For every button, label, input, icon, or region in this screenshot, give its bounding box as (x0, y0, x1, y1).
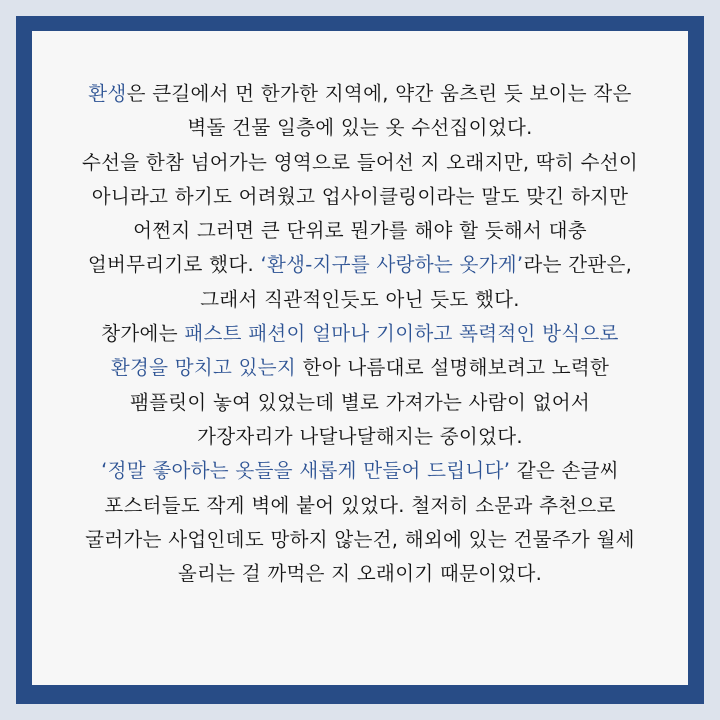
text-span: 같은 손글씨 (510, 459, 619, 483)
text-line-3: 수선을 한참 넘어가는 영역으로 들어선 지 오래지만, 딱히 수선이 (81, 150, 639, 174)
text-line-11: 가장자리가 나달나달해지는 중이었다. (197, 424, 523, 448)
text-line-7: 그래서 직관적인듯도 아닌 듯도 했다. (200, 287, 520, 311)
text-line-1 (32, 77, 688, 111)
text-line-12 (32, 454, 688, 488)
text-span: 한아 나름대로 설명해보려고 노력한 (296, 356, 610, 380)
highlight-store-sign: ‘환생-지구를 사랑하는 옷가게’ (260, 253, 524, 277)
text-line-8 (32, 317, 688, 351)
page-frame (16, 16, 704, 704)
text-line-9 (32, 351, 688, 385)
highlight-store-name: 환생 (88, 82, 127, 105)
highlight-environment: 환경을 망치고 있는지 (110, 356, 297, 380)
text-span: 얼버무리기로 했다. (87, 253, 261, 277)
text-span: 창가에는 (101, 322, 185, 346)
highlight-handwritten-quote: ‘정말 좋아하는 옷들을 새롭게 만들어 드립니다’ (101, 459, 511, 483)
text-line-13: 포스터들도 작게 벽에 붙어 있었다. 철저히 소문과 추천으로 (104, 493, 616, 517)
text-line-2: 벽돌 건물 일층에 있는 옷 수선집이었다. (187, 116, 533, 140)
text-line-4: 아니라고 하기도 어려웠고 업사이클링이라는 말도 맞긴 하지만 (91, 184, 629, 208)
text-span: 은 큰길에서 먼 한가한 지역에, 약간 움츠린 듯 보이는 작은 (126, 82, 632, 105)
highlight-fast-fashion: 패스트 패션이 얼마나 기이하고 폭력적인 방식으로 (184, 322, 619, 346)
text-panel (32, 31, 688, 685)
text-line-15: 올리는 걸 까먹은 지 오래이기 때문이었다. (177, 562, 543, 586)
text-span: 라는 간판은, (523, 253, 633, 277)
text-line-5: 어쩐지 그러면 큰 단위로 뭔가를 해야 할 듯해서 대충 (133, 219, 587, 243)
text-line-14: 굴러가는 사업인데도 망하지 않는건, 해외에 있는 건물주가 월세 (85, 527, 635, 551)
text-line-10: 팸플릿이 놓여 있었는데 별로 가져가는 사람이 없어서 (129, 390, 590, 414)
text-line-6 (32, 248, 688, 282)
